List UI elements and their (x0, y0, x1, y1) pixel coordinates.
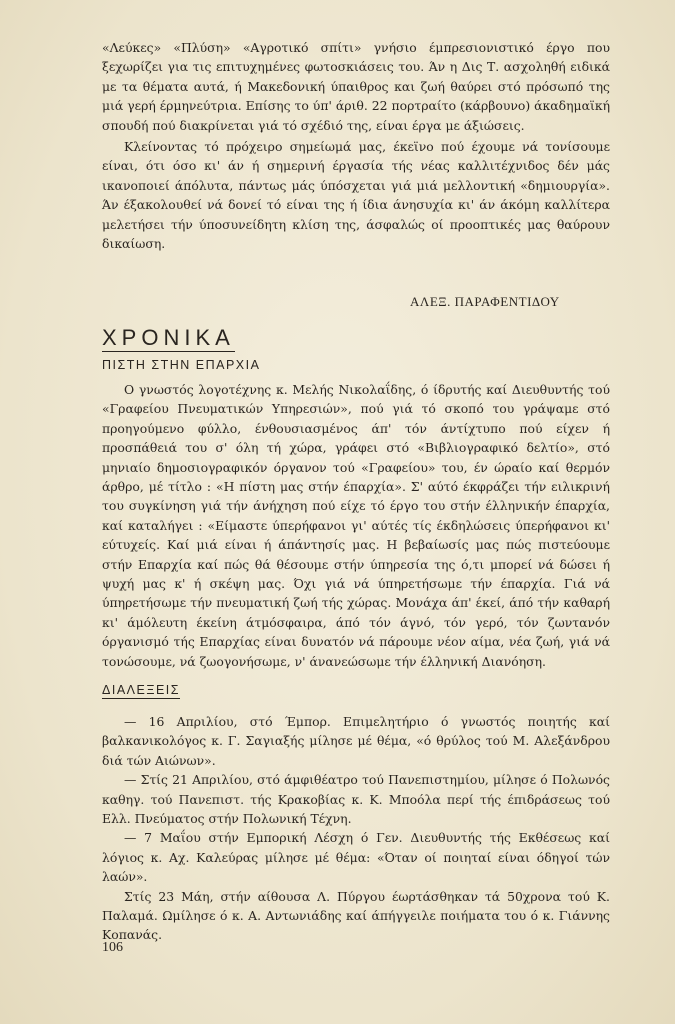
review-paragraph-2: Κλείνοντας τό πρόχειρο σημείωμά μας, έκεϊνο πού έχουμε νά τονίσουμε είναι, ότι όσο κι' άν ή σημερινή έργασία τής νέας καλλιτέχνιδος δέν μάς ικανοποιεί άπόλυτα, πάντως μάς ύπόσχεται γιά μιά μελλοντική «δημιουργία». Άν έξακολουθεί νά δονεί τό είναι της ή ίδια άνησυχία κι' άν άκόμη καλλίτερα μελετήσει τήν ύποσυνείδητη κλίση της, άσφαλώς οί προοπτικές μας θαύρουν δικαίωση. (102, 139, 610, 252)
author-signature: ΑΛΕΞ. ΠΑΡΑΦΕΝΤΙΔΟΥ (410, 294, 560, 309)
lectures-list (102, 712, 610, 945)
lecture-item: Στίς 23 Μάη, στήν αίθουσα Λ. Πύργου έωρτάσθηκαν τά 50χρονα τού Κ. Παλαμά. Ωμίλησε ό κ. Α. Αντωνιάδης καί άπήγγειλε ποιήματα του ό κ. Γιάννης Κοπανάς. (102, 888, 610, 943)
lecture-item: — 16 Απριλίου, στό Έμπορ. Επιμελητήριο ό γνωστός ποιητής καί βαλκανικολόγος κ. Γ. Σαγιαξής μίλησε μέ θέμα, «ό θρύλος τού Μ. Αλεξάνδρου διά τών Αιώνων». (102, 714, 610, 768)
lecture-item: — 7 Μαΐου στήν Εμπορική Λέσχη ό Γεν. Διευθυντής τής Εκθέσεως καί λόγιος κ. Αχ. Καλεύρας μίλησε μέ θέμα: «Όταν οί ποιηταί είναι όδηγοί τών λαών». (102, 830, 610, 885)
section-title: ΧΡΟΝΙΚΑ (102, 325, 235, 350)
page-number: 106 (102, 940, 123, 955)
province-article (102, 380, 610, 671)
province-paragraph: Ο γνωστός λογοτέχνης κ. Μελής Νικολαΐδης, ό ίδρυτής καί Διευθυντής τού «Γραφείου Πνευματικών Υπηρεσιών», πού γιά τό σκοπό του γράψαμε στό προηγούμενο φύλλο, ένθουσιασμένος άπ' τόν άντίχτυπο πού είχεν ή προσπάθειά του σ' όλη τή χώρα, γράφει στό «Βιβλιογραφικό δελτίο», στό μηνιαίο δημοσιογραφικόν όργανον τού «Γραφείου» του, έν ώραίο καί θερμόν άρθρο, μέ τίτλο : «Η πίστη μας στήν έπαρχία». Σ' αύτό έκφράζει τήν ειλικρινή του συγκίνηση γιά τήν άνήχηση πού είχε τό έργο του στήν έλληνικήν έπαρχία, καί καταλήγει : «Είμαστε ύπερήφανοι γι' αύτές τίς έκδηλώσεις ύπερήφανοι κι' εύτυχείς. Καί μιά είναι ή άπάντησίς μας. Η βεβαίωσίς μας πώς πιστεύουμε στήν Επαρχία καί πώς θά θέσουμε στήν ύπηρεσία της ό,τι μπορεί νά δώσει ή ψυχή μας κ' ή σκέψη μας. Όχι γιά νά ύπηρετήσωμε τήν έπαρχία. Γιά νά ύπηρετήσωμε τήν πνευματική ζωή τής χώρας. Μονάχα άπ' έκεί, άπό τήν καθαρή κι' άμόλευτη έκείνη άτμόσφαιρα, άπό τόν άγνό, τόν γερό, τόν ζωντανόν όργανισμό τής Επαρχίας είναι δυνατόν νά πάρουμε νέον αίμα, νέα ζωή, γιά νά τονώσουμε, νά ζωογονήσωμε, ν' άνανεώσωμε τήν έλληνική Διανόηση. (102, 382, 610, 669)
subsection-title-lectures: ΔΙΑΛΕΞΕΙΣ (102, 683, 181, 697)
subsection-title-province: ΠΙΣΤΗ ΣΤΗΝ ΕΠΑΡΧΙΑ (102, 358, 261, 372)
review-paragraph-1: «Λεύκες» «Πλύση» «Αγροτικό σπίτι» γνήσιο έμπρεσιονιστικό έργο που ξεχωρίζει για τις επιτυχημένες φωτοσκιάσεις του. Άν η Δις Τ. ασχοληθή ειδικά με τα θέματα αυτά, ή Μακεδονική ύπαιθρος και ζωή θαύρει στό πρόσωπό της μιά γερή έρμηνεύτρια. Επίσης το ύπ' άριθ. 22 πορτραίτο (κάρβουνο) άκαδημαϊκή σπουδή πού διακρίνεται γιά τό σχέδιό της, είναι έργα με άξιώσεις. (102, 40, 610, 133)
top-article (102, 38, 610, 253)
lecture-item: — Στίς 21 Απριλίου, στό άμφιθέατρο τού Πανεπιστημίου, μίλησε ό Πολωνός καθηγ. τού Πανεπιστ. τής Κρακοβίας κ. Κ. Μποόλα περί τής έπιδράσεως τού Ελλ. Πνεύματος στήν Πολωνική Τέχνη. (102, 772, 610, 827)
